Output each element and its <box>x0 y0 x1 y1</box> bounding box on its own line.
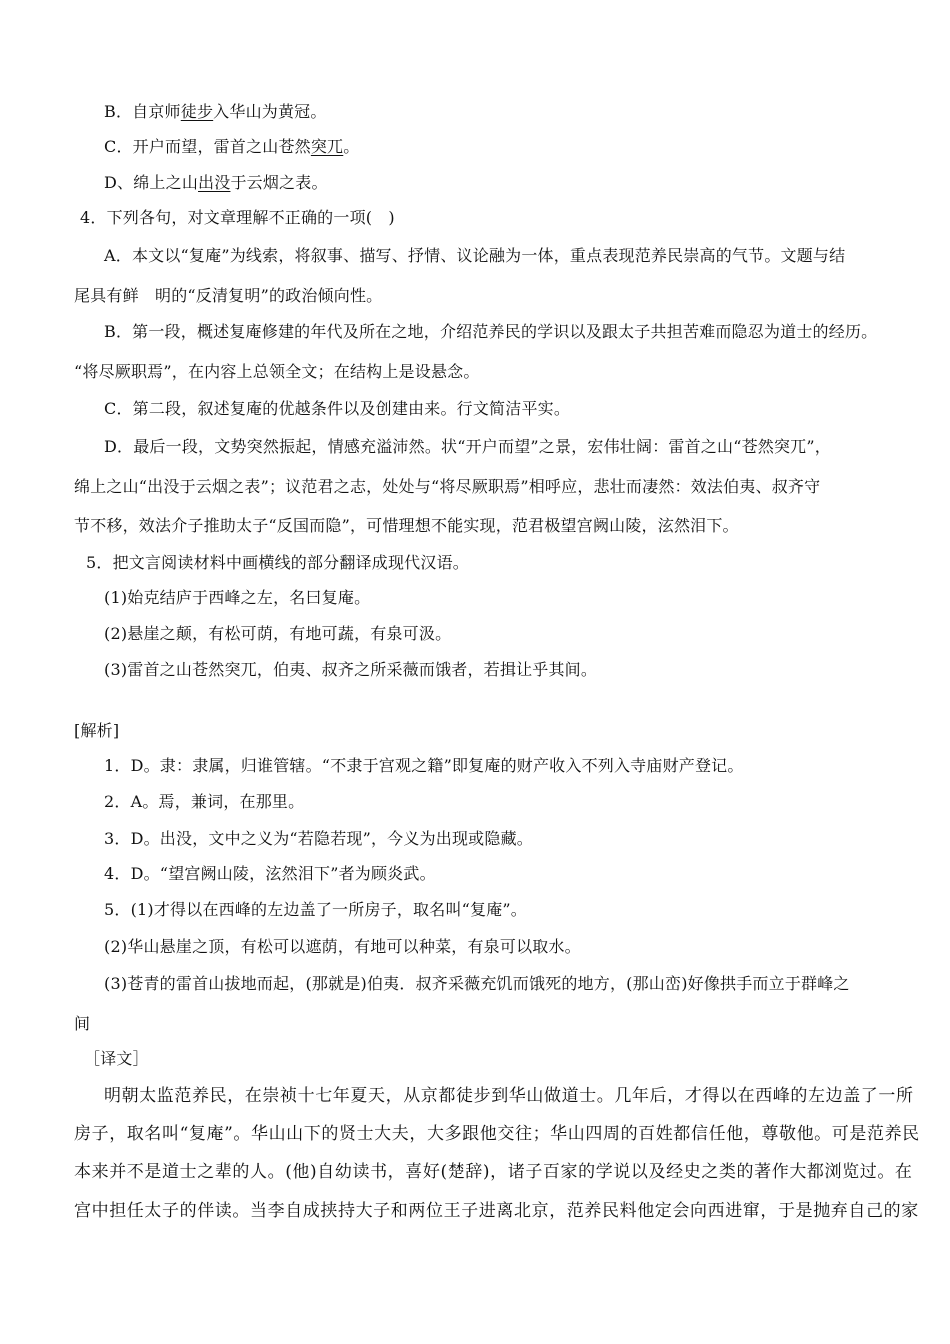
analysis-3: 3．D。出没，文中之义为“若隐若现”，今义为出现或隐藏。 <box>104 829 533 848</box>
analysis-heading: [解析] <box>74 721 120 740</box>
q4-option-b-line2: “将尽厥职焉”，在内容上总领全文；在结构上是设悬念。 <box>74 362 480 381</box>
q3-option-c-post: 。 <box>343 137 360 156</box>
q3-option-d-underlined: 出没 <box>198 173 231 192</box>
q3-option-d-post: 于云烟之表。 <box>230 173 328 192</box>
translation-line-4: 宫中担任太子的伴读。当李自成挟持大子和两位王子进离北京，范养民料他定会向西进窜，于是抛弃自己的家 <box>74 1201 919 1221</box>
q4-option-d-line3: 节不移，效法介子推助太子“反国而隐”，可惜理想不能实现，范君极望宫阙山陵，泫然泪下。 <box>74 516 739 535</box>
q5-sentence-1: (1)始克结庐于西峰之左，名曰复庵。 <box>104 588 371 607</box>
q3-option-d-pre: D、绵上之山 <box>104 173 199 192</box>
q4-stem: 4．下列各句，对文章理解不正确的一项( ) <box>80 208 395 227</box>
q3-option-b-post: 入华山为黄冠。 <box>213 102 327 121</box>
analysis-8: 间 <box>74 1014 91 1033</box>
translation-heading: ［译文］ <box>84 1049 149 1068</box>
translation-line-3: 本来并不是道士之辈的人。(他)自幼读书，喜好(楚辞)，诸子百家的学说以及经史之类的著作大都浏览过。在 <box>74 1162 913 1182</box>
analysis-2: 2．A。焉，兼词，在那里。 <box>104 792 305 811</box>
q3-option-b <box>104 102 327 122</box>
translation-line-1: 明朝太监范养民，在崇祯十七年夏天，从京都徒步到华山做道士。几年后，才得以在西峰的左边盖了一所 <box>104 1086 914 1106</box>
analysis-6: (2)华山悬崖之顶，有松可以遮荫，有地可以种菜，有泉可以取水。 <box>104 937 581 956</box>
q5-sentence-3: (3)雷首之山苍然突兀，伯夷、叔齐之所采薇而饿者，若揖让乎其间。 <box>104 660 598 679</box>
q5-sentence-2: (2)悬崖之颠，有松可荫，有地可蔬，有泉可汲。 <box>104 624 452 643</box>
analysis-4: 4．D。“望宫阙山陵，泫然泪下”者为顾炎武。 <box>104 864 436 883</box>
q4-option-c-line1: C．第二段，叙述复庵的优越条件以及创建由来。行文简洁平实。 <box>104 399 571 418</box>
q4-option-a-line2: 尾具有鲜 明的“反清复明”的政治倾向性。 <box>74 286 383 305</box>
q3-option-d <box>104 173 328 193</box>
analysis-1: 1．D。隶：隶属，归谁管辖。“不隶于宫观之籍”即复庵的财产收入不列入寺庙财产登记。 <box>104 756 744 775</box>
q3-option-c <box>104 137 359 157</box>
q3-option-b-pre: B．自京师 <box>104 102 181 121</box>
analysis-5: 5．(1)才得以在西峰的左边盖了一所房子，取名叫“复庵”。 <box>104 900 528 919</box>
q3-option-c-underlined: 突兀 <box>310 137 344 156</box>
q4-option-b-line1: B．第一段，概述复庵修建的年代及所在之地，介绍范养民的学识以及跟太子共担苦难而隐忍为道士的经历。 <box>104 322 878 341</box>
q4-option-a-line1: A．本文以“复庵”为线索，将叙事、描写、抒情、议论融为一体，重点表现范养民崇高的气节。文题与结 <box>104 246 846 265</box>
q3-option-c-pre: C．开户而望，雷首之山苍然 <box>104 137 311 156</box>
q4-option-d-line1: D．最后一段，文势突然振起，情感充溢沛然。状“开户而望”之景，宏伟壮阔：雷首之山“苍然突兀”， <box>104 437 831 456</box>
q4-option-d-line2: 绵上之山“出没于云烟之表”；议范君之志，处处与“将尽厥职焉”相呼应，悲壮而凄然：效法伯夷、叔齐守 <box>74 477 821 496</box>
q3-option-b-underlined: 徒步 <box>180 102 214 121</box>
analysis-7: (3)苍青的雷首山拔地而起，(那就是)伯夷．叔齐采薇充饥而饿死的地方，(那山峦)好像拱手而立于群峰之 <box>104 974 850 993</box>
q5-stem: 5．把文言阅读材料中画横线的部分翻译成现代汉语。 <box>86 553 469 572</box>
translation-line-2: 房子，取名叫“复庵”。华山山下的贤士大夫，大多跟他交往；华山四周的百姓都信任他，尊敬他。可是范养民 <box>74 1124 920 1144</box>
